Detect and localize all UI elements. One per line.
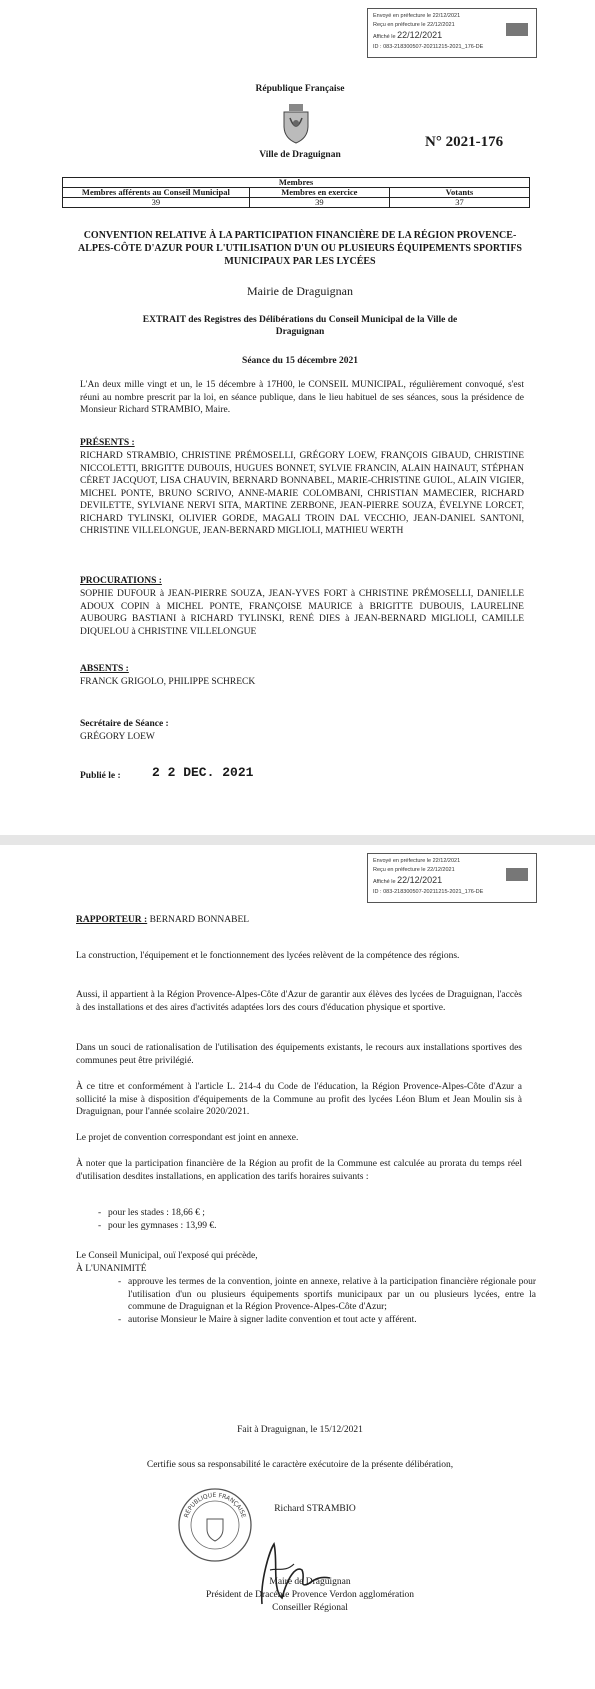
document-title: CONVENTION RELATIVE À LA PARTICIPATION FINANCIÈRE DE LA RÉGION PROVENCE-ALPES-CÔTE D'AZUR POUR L'UTILISATION D'UN OU PLUSIEURS ÉQUIPEMENTS SPORTIFS MUNICIPAUX PAR LES LYCÉES [78,230,522,267]
members-table [62,177,530,208]
stamp-id-line: ID : 083-218300507-20211215-2021_176-DE [373,888,484,895]
mairie-label: Mairie de Draguignan [247,284,353,298]
tarifs-list [92,1207,528,1232]
publie-date-stamp: 2 2 DEC. 2021 [152,765,254,780]
members-header-votants: Votants [389,188,529,198]
presents-list: RICHARD STRAMBIO, CHRISTINE PRÉMOSELLI, GRÉGORY LOEW, FRANÇOIS GIBAUD, CHRISTINE NICCOLETTI, BRIGITTE DUBOUIS, HUGUES BONNET, SYLVIE FRANCIN, ALAIN HAINAUT, STÉPHAN CÉRET JACQUOT, LISA CHAUVIN, BERNARD BONNABEL, MARIE-CHRISTINE GUIOL, ALAIN VIGIER, MICHEL PONTE, BRUNO SCRIVO, ANNE-MARIE COLOMBANI, CHRISTIAN MAMECIER, RICHARD DEVILETTE, SYLVIANE NERVI SITA, MARTINE ZERBONE, JEAN-PIERRE SOUZA, ÉVELYNE LORCET, RICHARD TYLINSKI, OLIVIER GORDE, MAGALI TROIN DAL VECCHIO, JEAN-DANIEL SANTONI, CHRISTINE VILLELONGUE, JEAN-BERNARD MIGLIOLI, MATHIEU WERTH [80,451,524,536]
prefecture-logo-icon [506,23,528,36]
rapporteur-name: BERNARD BONNABEL [149,915,250,925]
stamp-sent-line: Envoyé en préfecture le 22/12/2021 [373,13,461,19]
signatory-role-3: Conseiller Régional [272,1603,348,1613]
paragraph-5: Le projet de convention correspondant est joint en annexe. [76,1133,299,1143]
tarif-gymnases: - pour les gymnases : 13,99 €. [108,1220,528,1233]
town-crest-icon [280,104,312,149]
publie-label: Publié le : [80,771,121,781]
members-value-votants: 37 [389,198,529,208]
tarif-stades: - pour les stades : 18,66 € ; [108,1207,528,1220]
paragraph-2: Aussi, il appartient à la Région Provence-Alpes-Côte d'Azur de garantir aux élèves des lycées de Draguignan, l'accès à des installations et des aires d'activités adaptées lors des cours d'éducation physique et sportive. [76,990,522,1013]
extrait-heading: EXTRAIT des Registres des Délibérations du Conseil Municipal de la Ville de Draguignan [142,315,458,337]
secretaire-name: GRÉGORY LOEW [80,732,155,742]
stamp-sent-line: Envoyé en préfecture le 22/12/2021 [373,858,461,864]
paragraph-4: À ce titre et conformément à l'article L. 214-4 du Code de l'éducation, la Région Provence-Alpes-Côte d'Azur a sollicité la mise à disposition d'équipements de la Commune au profit des lycées Léon Blum et Jean Moulin sis à Draguignan, pour l'année scolaire 2020/2021. [76,1082,522,1117]
seance-date: Séance du 15 décembre 2021 [242,356,358,366]
absents-list: FRANCK GRIGOLO, PHILIPPE SCHRECK [80,677,256,687]
members-header-exercice: Membres en exercice [249,188,389,198]
page-1 [0,0,595,835]
official-seal [175,1485,255,1570]
page-2 [0,845,595,1689]
rapporteur-label: RAPPORTEUR : [76,915,148,925]
decision-approve: - approuve les termes de la convention, jointe en annexe, relative à la participation financière régionale pour l'utilisation d'un ou plusieurs équipements sportifs municipaux par un ou plusieurs lycées, entre la commune de Draguignan et la Région Provence-Alpes-Côte d'Azur; [128,1276,536,1314]
prefecture-stamp [367,8,537,58]
members-header-afferents: Membres afférents au Conseil Municipal [63,188,250,198]
unanimite-line: À L'UNANIMITÉ [76,1264,147,1274]
stamp-posted-line: Affiché le 22/12/2021 [373,875,443,886]
stamp-id-line: ID : 083-218300507-20211215-2021_176-DE [373,43,484,50]
secretaire-label: Secrétaire de Séance : [80,719,169,729]
republic-label: République Française [255,84,345,94]
presents-label: PRÉSENTS : [80,438,135,448]
paragraph-6: À noter que la participation financière de la Région au profit de la Commune est calculée au prorata du temps réel d'utilisation desdites installations, en application des tarifs horaires suivants : [76,1159,522,1182]
procurations-list: SOPHIE DUFOUR à JEAN-PIERRE SOUZA, JEAN-YVES FORT à CHRISTINE PRÉMOSELLI, DANIELLE ADOUX COPIN à MICHEL PONTE, FRANÇOISE MAURICE à BRIGITTE DUBOUIS, LAURELINE AUBOURG BASTIANI à RICHARD TYLINSKI, RENÉ DIES à JEAN-BERNARD MIGLIOLI, CAMILLE DIQUELOU à CHRISTINE VILLELONGUE [80,589,524,637]
absents-label: ABSENTS : [80,664,129,674]
decision-authorize: - autorise Monsieur le Maire à signer ladite convention et tout acte y afférent. [128,1314,536,1327]
paragraph-1: La construction, l'équipement et le fonctionnement des lycées relèvent de la compétence des régions. [76,951,460,961]
stamp-received-line: Reçu en préfecture le 22/12/2021 [373,866,455,873]
procurations-label: PROCURATIONS : [80,576,162,586]
intro-paragraph: L'An deux mille vingt et un, le 15 décembre à 17H00, le CONSEIL MUNICIPAL, régulièrement convoqué, s'est réuni au nombre prescrit par la loi, en séance publique, dans le lieu habituel de ses séances, sous la présidence de Monsieur Richard STRAMBIO, Maire. [80,380,524,415]
prefecture-logo-icon [506,868,528,881]
deliberation-number: N° 2021-176 [425,134,504,150]
signatory-name: Richard STRAMBIO [274,1504,356,1514]
rapporteur-line [76,914,249,927]
members-title: Membres [63,178,530,188]
stamp-posted-line: Affiché le 22/12/2021 [373,30,443,41]
town-label: Ville de Draguignan [259,150,341,160]
conseil-line: Le Conseil Municipal, ouï l'exposé qui précède, [76,1251,258,1261]
paragraph-3: Dans un souci de rationalisation de l'utilisation des équipements existants, le recours aux installations sportives des communes peut être privilégié. [76,1043,522,1066]
seal-text: RÉPUBLIQUE FRANÇAISE [183,1491,247,1519]
fait-line: Fait à Draguignan, le 15/12/2021 [237,1425,363,1435]
decisions-list [112,1276,536,1326]
certifie-line: Certifie sous sa responsabilité le caractère exécutoire de la présente délibération, [146,1460,454,1470]
members-value-afferents: 39 [63,198,250,208]
stamp-received-line: Reçu en préfecture le 22/12/2021 [373,21,455,28]
signatory-role-2: Président de Dracénie Provence Verdon agglomération [206,1590,414,1600]
prefecture-stamp-2 [367,853,537,903]
members-value-exercice: 39 [249,198,389,208]
signatory-role-1: Maire de Draguignan [269,1577,351,1587]
